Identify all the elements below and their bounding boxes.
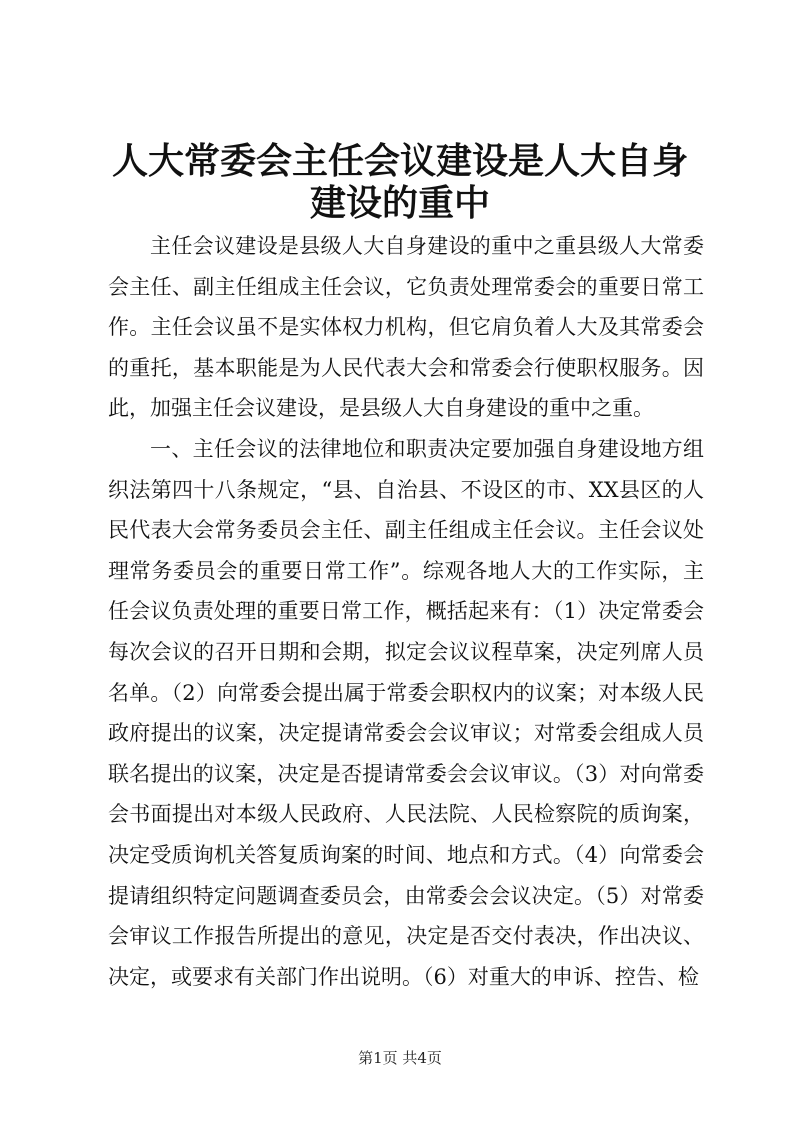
paragraph: 一、主任会议的法律地位和职责决定要加强自身建设地方组织法第四十八条规定，“县、自治县、不设区的市、XX县区的人民代表大会常务委员会主任、副主任组成主任会议。主任会议处理常务委员会的重要日常工作”。综观各地人大的工作实际，主任会议负责处理的重要日常工作，概括起来有：（1）决定常委会每次会议的召开日期和会期，拟定会议议程草案，决定列席人员名单。（2）向常委会提出属于常委会职权内的议案；对本级人民政府提出的议案，决定提请常委会会议审议；对常委会组成人员联名提出的议案，决定是否提请常委会会议审议。（3）对向常委会书面提出对本级人民政府、人民法院、人民检察院的质询案，决定受质询机关答复质询案的时间、地点和方式。（4）向常委会提请组织特定问题调查委员会，由常委会会议决定。（5）对常委会审议工作报告所提出的意见，决定是否交付表决，作出决议、决定，或要求有关部门作出说明。（6）对重大的申诉、控告、检	[108, 436, 704, 989]
document-body	[108, 226, 704, 997]
document-title: 人大常委会主任会议建设是人大自身建设的重中	[111, 140, 688, 224]
page-number-footer: 第1页 共4页	[358, 1049, 442, 1067]
paragraph: 主任会议建设是县级人大自身建设的重中之重县级人大常委会主任、副主任组成主任会议，它负责处理常委会的重要日常工作。主任会议虽不是实体权力机构，但它肩负着人大及其常委会的重托，基本职能是为人民代表大会和常委会行使职权服务。因此，加强主任会议建设，是县级人大自身建设的重中之重。	[108, 234, 704, 421]
